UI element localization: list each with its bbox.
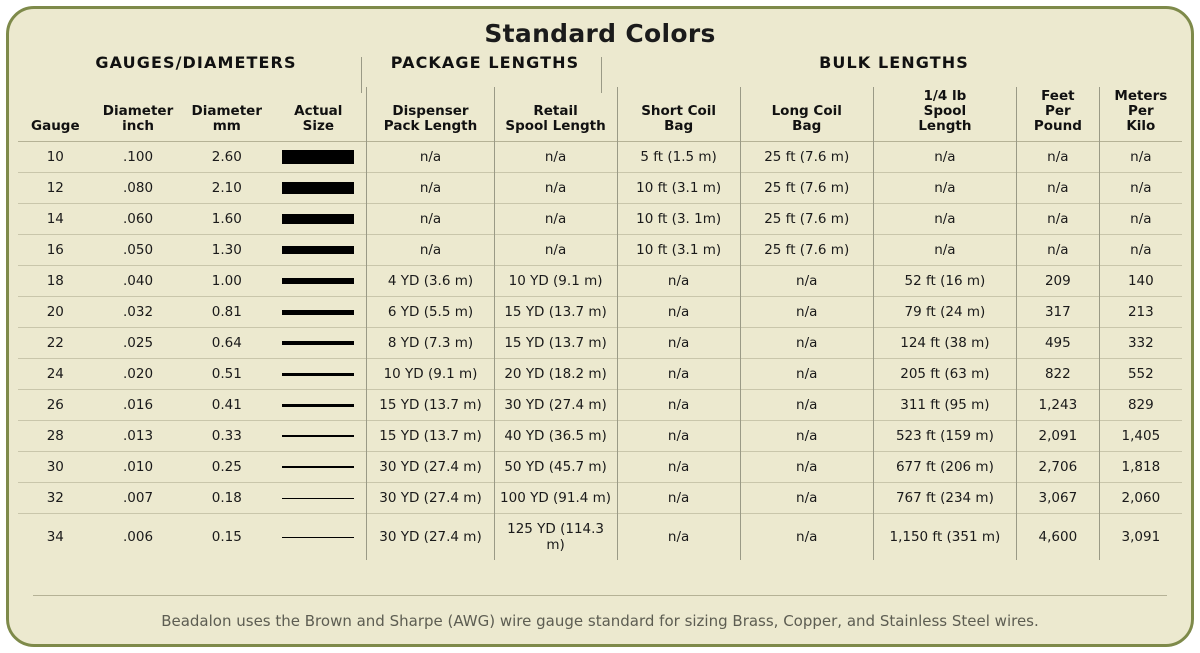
cell-diameter-mm: 1.60: [211, 211, 242, 228]
actual-size-bar: [282, 537, 354, 538]
table-body: [18, 142, 1182, 561]
cell-dispenser-pack-length: 15 YD (13.7 m): [367, 421, 494, 452]
cell-short-coil-bag: n/a: [617, 359, 740, 390]
group-header-package: PACKAGE LENGTHS: [390, 53, 580, 72]
cell-actual-size: [270, 297, 367, 328]
cell-short-coil-bag: n/a: [617, 266, 740, 297]
cell-meters-per-kilo: 332: [1099, 328, 1182, 359]
actual-size-bar: [282, 341, 354, 345]
cell-actual-size: [270, 235, 367, 266]
table-row: [18, 421, 1182, 452]
cell-diameter-inch: .050: [122, 242, 154, 259]
cell-quarter-lb-spool-length: n/a: [873, 173, 1016, 204]
cell-dispenser-pack-length: 30 YD (27.4 m): [367, 514, 494, 561]
col-header-short-coil-bag: Short Coil Bag: [617, 87, 740, 142]
cell-short-coil-bag: n/a: [617, 452, 740, 483]
cell-retail-spool-length: n/a: [494, 235, 617, 266]
actual-size-bar: [282, 278, 354, 284]
cell-dispenser-pack-length: 8 YD (7.3 m): [367, 328, 494, 359]
cell-dispenser-pack-length: 10 YD (9.1 m): [367, 359, 494, 390]
cell-dispenser-pack-length: 4 YD (3.6 m): [367, 266, 494, 297]
table-header-row: [18, 87, 1182, 142]
cell-meters-per-kilo: 829: [1099, 390, 1182, 421]
cell-long-coil-bag: n/a: [740, 266, 873, 297]
group-divider-2: [601, 57, 602, 93]
cell-quarter-lb-spool-length: 124 ft (38 m): [873, 328, 1016, 359]
cell-quarter-lb-spool-length: 52 ft (16 m): [873, 266, 1016, 297]
footnote-text: Beadalon uses the Brown and Sharpe (AWG) wire gauge standard for sizing Brass, Copper, and Stainless Steel wires.: [161, 612, 1039, 630]
actual-size-bar: [282, 498, 354, 499]
cell-gauge: 12: [46, 180, 64, 197]
actual-size-bar: [282, 310, 354, 315]
cell-long-coil-bag: n/a: [740, 359, 873, 390]
cell-meters-per-kilo: 1,818: [1099, 452, 1182, 483]
cell-feet-per-pound: 2,706: [1017, 452, 1100, 483]
page-title: Standard Colors: [484, 19, 716, 48]
cell-quarter-lb-spool-length: 311 ft (95 m): [873, 390, 1016, 421]
wire-gauge-table: [18, 87, 1182, 560]
cell-meters-per-kilo: 213: [1099, 297, 1182, 328]
cell-diameter-mm: 2.10: [211, 180, 242, 197]
cell-diameter-mm: 0.81: [211, 304, 242, 321]
cell-retail-spool-length: 100 YD (91.4 m): [494, 483, 617, 514]
cell-actual-size: [270, 142, 367, 173]
cell-dispenser-pack-length: 15 YD (13.7 m): [367, 390, 494, 421]
cell-meters-per-kilo: n/a: [1099, 204, 1182, 235]
cell-feet-per-pound: 317: [1017, 297, 1100, 328]
col-header-long-coil-bag: Long Coil Bag: [740, 87, 873, 142]
cell-short-coil-bag: n/a: [617, 297, 740, 328]
actual-size-bar: [282, 246, 354, 254]
cell-long-coil-bag: n/a: [740, 483, 873, 514]
cell-dispenser-pack-length: 30 YD (27.4 m): [367, 483, 494, 514]
cell-dispenser-pack-length: 6 YD (5.5 m): [367, 297, 494, 328]
cell-meters-per-kilo: 3,091: [1099, 514, 1182, 561]
cell-diameter-mm: 0.51: [211, 366, 242, 383]
table-row: [18, 452, 1182, 483]
cell-quarter-lb-spool-length: n/a: [873, 142, 1016, 173]
cell-long-coil-bag: n/a: [740, 421, 873, 452]
cell-feet-per-pound: 209: [1017, 266, 1100, 297]
cell-actual-size: [270, 266, 367, 297]
cell-retail-spool-length: 15 YD (13.7 m): [494, 328, 617, 359]
cell-diameter-inch: .080: [122, 180, 154, 197]
cell-gauge: 24: [46, 366, 64, 383]
cell-diameter-mm: 1.00: [211, 273, 242, 290]
cell-diameter-mm: 0.64: [211, 335, 242, 352]
cell-meters-per-kilo: 1,405: [1099, 421, 1182, 452]
cell-dispenser-pack-length: n/a: [367, 235, 494, 266]
table-row: [18, 328, 1182, 359]
cell-quarter-lb-spool-length: 79 ft (24 m): [873, 297, 1016, 328]
table-row: [18, 173, 1182, 204]
table-row: [18, 297, 1182, 328]
actual-size-bar: [282, 435, 354, 437]
col-header-gauge: Gauge: [31, 118, 80, 135]
cell-long-coil-bag: n/a: [740, 452, 873, 483]
cell-short-coil-bag: n/a: [617, 483, 740, 514]
footnote-divider: [33, 595, 1167, 596]
cell-diameter-mm: 0.33: [211, 428, 242, 445]
cell-diameter-mm: 0.41: [211, 397, 242, 414]
cell-diameter-inch: .010: [122, 459, 154, 476]
cell-gauge: 14: [46, 211, 64, 228]
cell-long-coil-bag: n/a: [740, 297, 873, 328]
cell-short-coil-bag: n/a: [617, 514, 740, 561]
cell-gauge: 20: [46, 304, 64, 321]
col-header-dispenser-pack-length: Dispenser Pack Length: [367, 87, 494, 142]
cell-quarter-lb-spool-length: 677 ft (206 m): [873, 452, 1016, 483]
cell-diameter-inch: .060: [122, 211, 154, 228]
cell-dispenser-pack-length: 30 YD (27.4 m): [367, 452, 494, 483]
col-header-feet-per-pound: Feet Per Pound: [1017, 87, 1100, 142]
col-header-actual-size: Actual Size: [294, 103, 343, 135]
group-header-bulk: BULK LENGTHS: [819, 53, 969, 72]
col-header-diameter-inch: Diameter inch: [102, 103, 174, 135]
group-header-row: [9, 53, 1191, 87]
cell-meters-per-kilo: 2,060: [1099, 483, 1182, 514]
actual-size-bar: [282, 214, 354, 224]
cell-quarter-lb-spool-length: 205 ft (63 m): [873, 359, 1016, 390]
group-header-gauges: GAUGES/DIAMETERS: [95, 53, 297, 72]
cell-actual-size: [270, 514, 367, 561]
wire-gauge-chart-card: [6, 6, 1194, 647]
cell-feet-per-pound: 4,600: [1017, 514, 1100, 561]
cell-gauge: 30: [46, 459, 64, 476]
table-row: [18, 142, 1182, 173]
cell-feet-per-pound: 495: [1017, 328, 1100, 359]
actual-size-bar: [282, 182, 354, 194]
actual-size-bar: [282, 466, 354, 468]
cell-diameter-mm: 2.60: [211, 149, 242, 166]
cell-actual-size: [270, 173, 367, 204]
cell-meters-per-kilo: n/a: [1099, 235, 1182, 266]
cell-actual-size: [270, 452, 367, 483]
cell-retail-spool-length: 30 YD (27.4 m): [494, 390, 617, 421]
cell-long-coil-bag: 25 ft (7.6 m): [740, 204, 873, 235]
col-header-meters-per-kilo: Meters Per Kilo: [1099, 87, 1182, 142]
col-header-diameter-mm: Diameter mm: [191, 103, 262, 135]
col-header-retail-spool-length: Retail Spool Length: [494, 87, 617, 142]
table-row: [18, 266, 1182, 297]
cell-retail-spool-length: n/a: [494, 204, 617, 235]
cell-meters-per-kilo: 552: [1099, 359, 1182, 390]
cell-retail-spool-length: 15 YD (13.7 m): [494, 297, 617, 328]
cell-feet-per-pound: n/a: [1017, 142, 1100, 173]
cell-retail-spool-length: n/a: [494, 173, 617, 204]
cell-diameter-inch: .020: [122, 366, 154, 383]
cell-quarter-lb-spool-length: 767 ft (234 m): [873, 483, 1016, 514]
cell-long-coil-bag: 25 ft (7.6 m): [740, 235, 873, 266]
cell-diameter-inch: .013: [122, 428, 154, 445]
cell-actual-size: [270, 359, 367, 390]
actual-size-bar: [282, 150, 354, 164]
cell-gauge: 28: [46, 428, 64, 445]
cell-diameter-mm: 0.15: [211, 529, 242, 546]
cell-retail-spool-length: n/a: [494, 142, 617, 173]
cell-actual-size: [270, 328, 367, 359]
cell-short-coil-bag: n/a: [617, 328, 740, 359]
table-row: [18, 359, 1182, 390]
cell-gauge: 18: [46, 273, 64, 290]
cell-actual-size: [270, 204, 367, 235]
cell-long-coil-bag: 25 ft (7.6 m): [740, 173, 873, 204]
cell-long-coil-bag: n/a: [740, 328, 873, 359]
cell-diameter-inch: .016: [122, 397, 154, 414]
cell-quarter-lb-spool-length: 1,150 ft (351 m): [873, 514, 1016, 561]
table-row: [18, 514, 1182, 561]
cell-dispenser-pack-length: n/a: [367, 142, 494, 173]
cell-gauge: 16: [46, 242, 64, 259]
cell-retail-spool-length: 50 YD (45.7 m): [494, 452, 617, 483]
cell-dispenser-pack-length: n/a: [367, 204, 494, 235]
cell-meters-per-kilo: 140: [1099, 266, 1182, 297]
cell-gauge: 32: [46, 490, 64, 507]
cell-feet-per-pound: n/a: [1017, 204, 1100, 235]
cell-actual-size: [270, 483, 367, 514]
cell-meters-per-kilo: n/a: [1099, 173, 1182, 204]
cell-diameter-inch: .100: [122, 149, 154, 166]
cell-short-coil-bag: 10 ft (3.1 m): [617, 235, 740, 266]
cell-feet-per-pound: 822: [1017, 359, 1100, 390]
cell-diameter-inch: .025: [122, 335, 154, 352]
cell-meters-per-kilo: n/a: [1099, 142, 1182, 173]
cell-short-coil-bag: 10 ft (3. 1m): [617, 204, 740, 235]
cell-actual-size: [270, 421, 367, 452]
cell-short-coil-bag: n/a: [617, 390, 740, 421]
table-row: [18, 204, 1182, 235]
cell-diameter-inch: .007: [122, 490, 154, 507]
cell-long-coil-bag: n/a: [740, 390, 873, 421]
cell-retail-spool-length: 20 YD (18.2 m): [494, 359, 617, 390]
cell-long-coil-bag: 25 ft (7.6 m): [740, 142, 873, 173]
cell-actual-size: [270, 390, 367, 421]
cell-feet-per-pound: 3,067: [1017, 483, 1100, 514]
table-row: [18, 483, 1182, 514]
cell-diameter-mm: 0.25: [211, 459, 242, 476]
cell-gauge: 34: [46, 529, 64, 546]
cell-quarter-lb-spool-length: n/a: [873, 235, 1016, 266]
cell-feet-per-pound: 2,091: [1017, 421, 1100, 452]
cell-short-coil-bag: n/a: [617, 421, 740, 452]
cell-diameter-inch: .032: [122, 304, 154, 321]
table-row: [18, 390, 1182, 421]
cell-short-coil-bag: 10 ft (3.1 m): [617, 173, 740, 204]
col-header-quarter-lb-spool-length: 1/4 lb Spool Length: [873, 87, 1016, 142]
cell-quarter-lb-spool-length: n/a: [873, 204, 1016, 235]
cell-dispenser-pack-length: n/a: [367, 173, 494, 204]
cell-feet-per-pound: 1,243: [1017, 390, 1100, 421]
cell-retail-spool-length: 40 YD (36.5 m): [494, 421, 617, 452]
cell-gauge: 22: [46, 335, 64, 352]
actual-size-bar: [282, 373, 354, 376]
cell-feet-per-pound: n/a: [1017, 235, 1100, 266]
cell-gauge: 10: [46, 149, 64, 166]
group-divider-1: [361, 57, 362, 93]
cell-retail-spool-length: 125 YD (114.3 m): [494, 514, 617, 561]
cell-diameter-mm: 0.18: [211, 490, 242, 507]
cell-gauge: 26: [46, 397, 64, 414]
cell-long-coil-bag: n/a: [740, 514, 873, 561]
cell-quarter-lb-spool-length: 523 ft (159 m): [873, 421, 1016, 452]
table-row: [18, 235, 1182, 266]
cell-diameter-inch: .006: [122, 529, 154, 546]
cell-diameter-inch: .040: [122, 273, 154, 290]
actual-size-bar: [282, 404, 354, 407]
cell-retail-spool-length: 10 YD (9.1 m): [494, 266, 617, 297]
cell-feet-per-pound: n/a: [1017, 173, 1100, 204]
cell-short-coil-bag: 5 ft (1.5 m): [617, 142, 740, 173]
cell-diameter-mm: 1.30: [211, 242, 242, 259]
